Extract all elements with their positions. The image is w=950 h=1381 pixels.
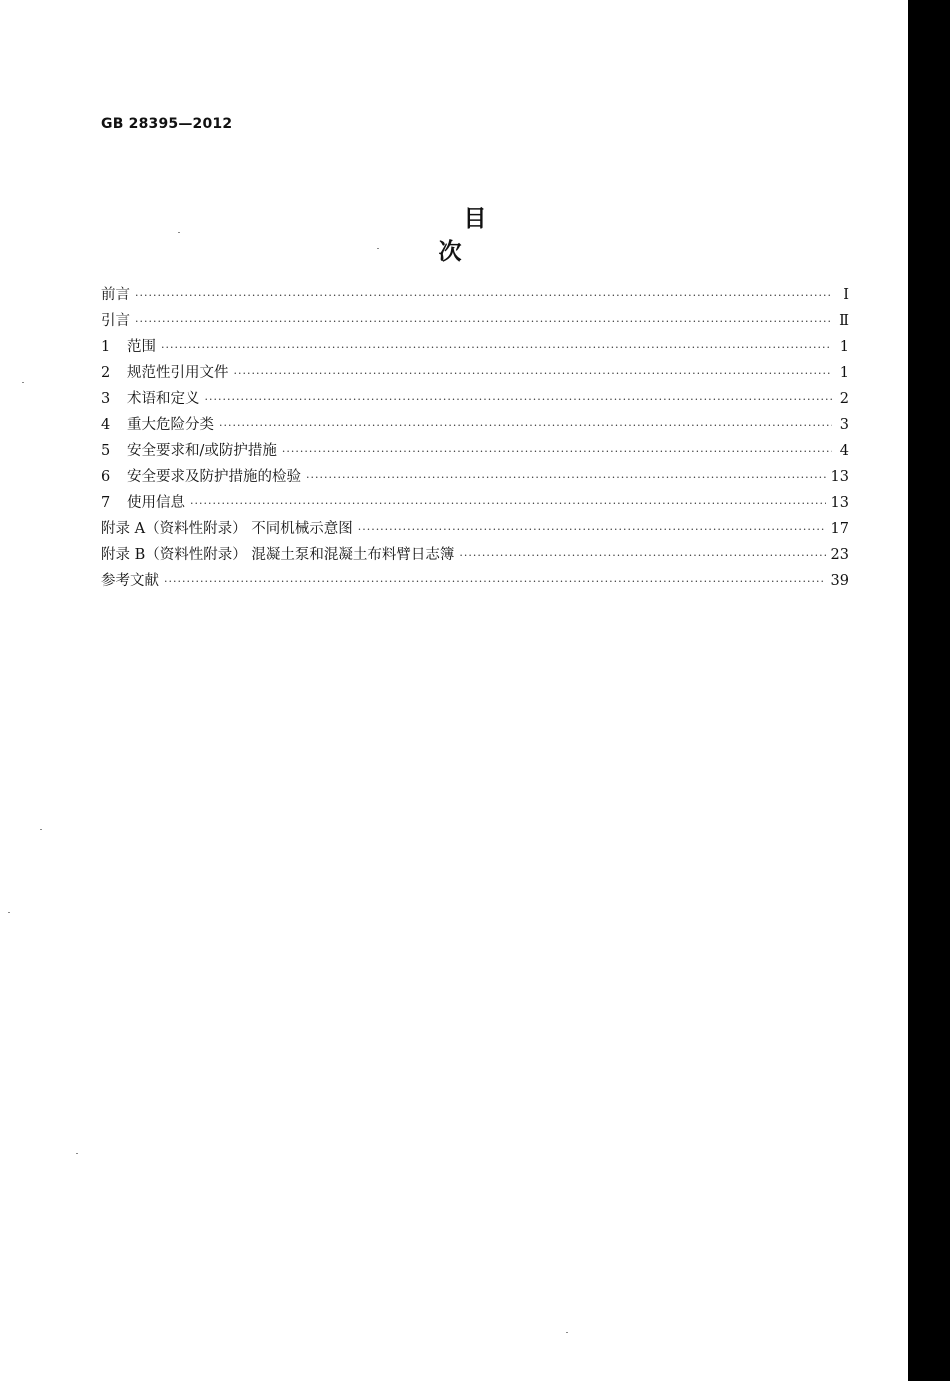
toc-entry-label: 附录 B（资料性附录） 混凝土泵和混凝土布料臂日志簿	[101, 547, 455, 563]
toc-leader	[190, 491, 826, 517]
scan-speck	[76, 1153, 78, 1154]
toc-entry-page: 39	[830, 573, 849, 589]
toc-leader	[135, 309, 832, 335]
toc-entry-hazards[interactable]	[101, 412, 849, 438]
toc-entry-page: 2	[839, 391, 849, 407]
toc-entry-information-for-use[interactable]	[101, 490, 849, 516]
scan-border	[908, 0, 950, 1381]
scan-speck	[8, 912, 10, 913]
toc-entry-page: Ⅰ	[843, 287, 849, 303]
toc-entry-annex-a[interactable]	[101, 516, 849, 542]
toc-entry-annex-b[interactable]	[101, 542, 849, 568]
toc-entry-page: 1	[839, 339, 849, 355]
toc-entry-bibliography[interactable]	[101, 568, 849, 594]
toc-entry-terms[interactable]	[101, 386, 849, 412]
toc-leader	[234, 361, 833, 387]
toc-entry-label: 术语和定义	[127, 391, 200, 407]
toc-leader	[219, 413, 832, 439]
toc-entry-label: 使用信息	[127, 495, 185, 511]
toc-entry-normative-references[interactable]	[101, 360, 849, 386]
toc-leader	[459, 543, 825, 569]
scan-speck	[22, 382, 24, 383]
scan-speck	[40, 829, 42, 830]
toc-entry-label: 重大危险分类	[127, 417, 214, 433]
toc-entry-label: 附录 A（资料性附录） 不同机械示意图	[101, 521, 353, 537]
toc-entry-label: 安全要求和/或防护措施	[127, 443, 277, 459]
toc-entry-scope[interactable]	[101, 334, 849, 360]
toc-leader	[282, 439, 832, 465]
toc-entry-label: 参考文献	[101, 573, 159, 589]
toc-leader	[358, 517, 826, 543]
toc-entry-introduction[interactable]	[101, 308, 849, 334]
toc-leader	[205, 387, 833, 413]
toc-entry-page: 13	[830, 469, 849, 485]
toc-entry-foreword[interactable]	[101, 282, 849, 308]
toc-leader	[135, 283, 832, 309]
toc-entry-page: 4	[839, 443, 849, 459]
toc-entry-label: 前言	[101, 287, 130, 303]
toc-entry-page: 17	[830, 521, 849, 537]
toc-entry-label: 规范性引用文件	[127, 365, 229, 381]
toc-entry-number: 3	[101, 391, 111, 407]
standard-code: GB 28395—2012	[101, 116, 233, 132]
toc-entry-page: 3	[839, 417, 849, 433]
toc-entry-safety-requirements[interactable]	[101, 438, 849, 464]
toc-entry-verification[interactable]	[101, 464, 849, 490]
toc-leader	[164, 569, 826, 595]
toc-entry-label: 安全要求及防护措施的检验	[127, 469, 301, 485]
scan-speck	[377, 248, 379, 249]
scan-speck	[178, 232, 180, 233]
toc-entry-number: 2	[101, 365, 111, 381]
toc-entry-page: Ⅱ	[839, 313, 849, 329]
scan-speck	[566, 1332, 568, 1333]
toc-entry-page: 1	[839, 365, 849, 381]
toc-title: 目次	[438, 206, 537, 265]
toc-list	[101, 282, 849, 594]
toc-entry-page: 13	[830, 495, 849, 511]
toc-entry-number: 1	[101, 339, 111, 355]
toc-leader	[306, 465, 826, 491]
toc-entry-page: 23	[830, 547, 849, 563]
toc-entry-number: 4	[101, 417, 111, 433]
toc-entry-label: 范围	[127, 339, 156, 355]
toc-entry-number: 7	[101, 495, 111, 511]
toc-entry-number: 6	[101, 469, 111, 485]
toc-entry-label: 引言	[101, 313, 130, 329]
toc-entry-number: 5	[101, 443, 111, 459]
toc-leader	[161, 335, 832, 361]
